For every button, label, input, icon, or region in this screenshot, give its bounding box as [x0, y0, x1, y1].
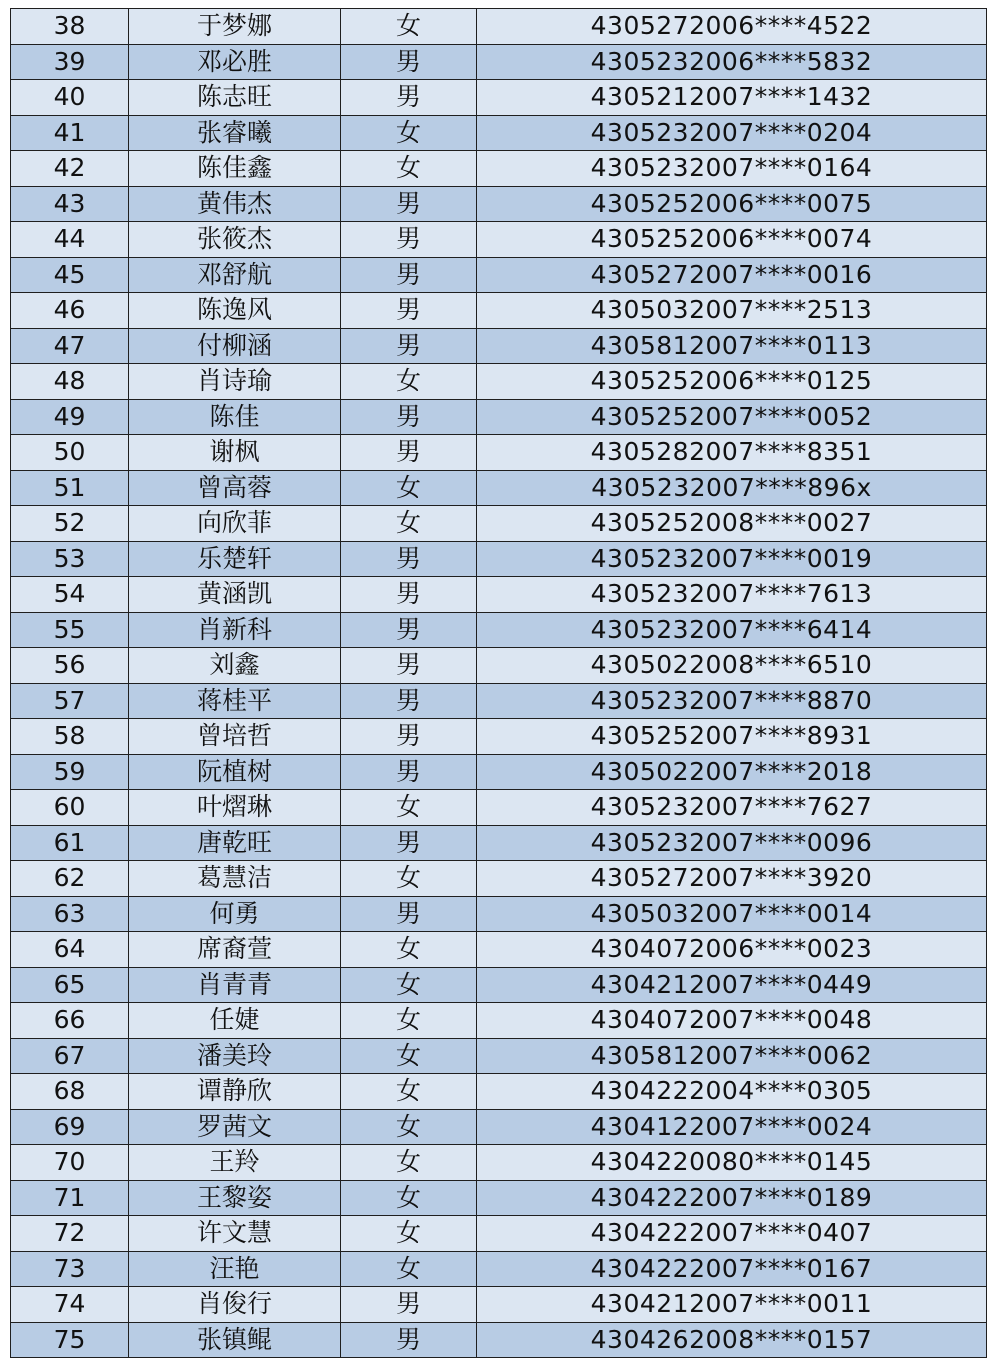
gender-cell: 女	[341, 506, 477, 542]
student-name-cell: 潘美玲	[129, 1038, 341, 1074]
gender-cell: 男	[341, 435, 477, 471]
student-name-cell: 谭静欣	[129, 1074, 341, 1110]
id-number-cell: 4305272007****0016	[477, 257, 987, 293]
gender-cell: 男	[341, 719, 477, 755]
student-name-cell: 刘鑫	[129, 648, 341, 684]
id-number-cell: 4305232007****0019	[477, 541, 987, 577]
row-number-cell: 73	[11, 1251, 129, 1287]
row-number-cell: 43	[11, 186, 129, 222]
row-number-cell: 70	[11, 1145, 129, 1181]
row-number-cell: 42	[11, 151, 129, 187]
row-number-cell: 69	[11, 1109, 129, 1145]
student-name-cell: 黄涵凯	[129, 577, 341, 613]
student-name-cell: 肖新科	[129, 612, 341, 648]
gender-cell: 女	[341, 932, 477, 968]
gender-cell: 男	[341, 44, 477, 80]
gender-cell: 男	[341, 648, 477, 684]
gender-cell: 男	[341, 825, 477, 861]
table-row	[11, 115, 987, 151]
student-name-cell: 张睿曦	[129, 115, 341, 151]
table-row	[11, 719, 987, 755]
student-name-cell: 陈佳	[129, 399, 341, 435]
row-number-cell: 41	[11, 115, 129, 151]
id-number-cell: 4305282007****8351	[477, 435, 987, 471]
gender-cell: 女	[341, 861, 477, 897]
table-row	[11, 1287, 987, 1323]
gender-cell: 女	[341, 470, 477, 506]
gender-cell: 男	[341, 222, 477, 258]
row-number-cell: 38	[11, 9, 129, 45]
table-row	[11, 1003, 987, 1039]
table-row	[11, 435, 987, 471]
row-number-cell: 50	[11, 435, 129, 471]
gender-cell: 女	[341, 1109, 477, 1145]
gender-cell: 女	[341, 1145, 477, 1181]
table-row	[11, 44, 987, 80]
table-row	[11, 1216, 987, 1252]
table-row	[11, 1145, 987, 1181]
id-number-cell: 4305232007****8870	[477, 683, 987, 719]
row-number-cell: 62	[11, 861, 129, 897]
table-row	[11, 257, 987, 293]
table-row	[11, 186, 987, 222]
id-number-cell: 4305032007****0014	[477, 896, 987, 932]
student-name-cell: 乐楚轩	[129, 541, 341, 577]
student-name-cell: 张筱杰	[129, 222, 341, 258]
row-number-cell: 67	[11, 1038, 129, 1074]
student-name-cell: 曾高蓉	[129, 470, 341, 506]
student-name-cell: 王黎姿	[129, 1180, 341, 1216]
table-row	[11, 967, 987, 1003]
student-name-cell: 任婕	[129, 1003, 341, 1039]
table-row	[11, 364, 987, 400]
row-number-cell: 74	[11, 1287, 129, 1323]
row-number-cell: 44	[11, 222, 129, 258]
student-name-cell: 蒋桂平	[129, 683, 341, 719]
row-number-cell: 39	[11, 44, 129, 80]
gender-cell: 男	[341, 612, 477, 648]
id-number-cell: 4305252007****0052	[477, 399, 987, 435]
gender-cell: 男	[341, 577, 477, 613]
id-number-cell: 4305232007****0096	[477, 825, 987, 861]
table-row	[11, 861, 987, 897]
id-number-cell: 4305032007****2513	[477, 293, 987, 329]
row-number-cell: 45	[11, 257, 129, 293]
student-name-cell: 肖俊行	[129, 1287, 341, 1323]
gender-cell: 男	[341, 1322, 477, 1358]
student-name-cell: 邓舒航	[129, 257, 341, 293]
id-number-cell: 4304212007****0011	[477, 1287, 987, 1323]
table-row	[11, 541, 987, 577]
student-name-cell: 叶熠琳	[129, 790, 341, 826]
table-row	[11, 9, 987, 45]
id-number-cell: 4305252008****0027	[477, 506, 987, 542]
table-row	[11, 612, 987, 648]
row-number-cell: 40	[11, 80, 129, 116]
gender-cell: 男	[341, 186, 477, 222]
table-row	[11, 80, 987, 116]
gender-cell: 男	[341, 293, 477, 329]
gender-cell: 男	[341, 80, 477, 116]
gender-cell: 男	[341, 754, 477, 790]
gender-cell: 女	[341, 790, 477, 826]
table-row	[11, 1322, 987, 1358]
id-number-cell: 4305252006****0075	[477, 186, 987, 222]
student-name-cell: 王羚	[129, 1145, 341, 1181]
id-number-cell: 4305232007****0204	[477, 115, 987, 151]
row-number-cell: 48	[11, 364, 129, 400]
id-number-cell: 4304262008****0157	[477, 1322, 987, 1358]
gender-cell: 女	[341, 967, 477, 1003]
id-number-cell: 4304222007****0167	[477, 1251, 987, 1287]
student-name-cell: 阮植树	[129, 754, 341, 790]
row-number-cell: 52	[11, 506, 129, 542]
gender-cell: 女	[341, 151, 477, 187]
row-number-cell: 68	[11, 1074, 129, 1110]
id-number-cell: 4304222007****0189	[477, 1180, 987, 1216]
student-name-cell: 何勇	[129, 896, 341, 932]
id-number-cell: 4305812007****0113	[477, 328, 987, 364]
row-number-cell: 63	[11, 896, 129, 932]
gender-cell: 女	[341, 115, 477, 151]
gender-cell: 女	[341, 1003, 477, 1039]
row-number-cell: 60	[11, 790, 129, 826]
id-number-cell: 4304072007****0048	[477, 1003, 987, 1039]
table-row	[11, 1038, 987, 1074]
student-name-cell: 张镇鲲	[129, 1322, 341, 1358]
id-number-cell: 4305272006****4522	[477, 9, 987, 45]
row-number-cell: 58	[11, 719, 129, 755]
id-number-cell: 4304212007****0449	[477, 967, 987, 1003]
row-number-cell: 47	[11, 328, 129, 364]
table-row	[11, 932, 987, 968]
table-row	[11, 1251, 987, 1287]
gender-cell: 女	[341, 1251, 477, 1287]
table-row	[11, 293, 987, 329]
row-number-cell: 55	[11, 612, 129, 648]
student-name-cell: 肖诗瑜	[129, 364, 341, 400]
student-roster-table	[10, 8, 987, 1358]
id-number-cell: 4304072006****0023	[477, 932, 987, 968]
table-row	[11, 328, 987, 364]
row-number-cell: 59	[11, 754, 129, 790]
id-number-cell: 4305252007****8931	[477, 719, 987, 755]
id-number-cell: 4305272007****3920	[477, 861, 987, 897]
id-number-cell: 4305232007****7613	[477, 577, 987, 613]
id-number-cell: 4305232007****0164	[477, 151, 987, 187]
table-row	[11, 1074, 987, 1110]
id-number-cell: 4305232006****5832	[477, 44, 987, 80]
row-number-cell: 75	[11, 1322, 129, 1358]
gender-cell: 男	[341, 896, 477, 932]
gender-cell: 女	[341, 1038, 477, 1074]
row-number-cell: 46	[11, 293, 129, 329]
gender-cell: 男	[341, 683, 477, 719]
table-row	[11, 222, 987, 258]
student-name-cell: 唐乾旺	[129, 825, 341, 861]
id-number-cell: 4304222007****0407	[477, 1216, 987, 1252]
table-row	[11, 825, 987, 861]
table-row	[11, 506, 987, 542]
table-row	[11, 648, 987, 684]
student-name-cell: 陈佳鑫	[129, 151, 341, 187]
row-number-cell: 66	[11, 1003, 129, 1039]
student-name-cell: 黄伟杰	[129, 186, 341, 222]
student-name-cell: 汪艳	[129, 1251, 341, 1287]
student-name-cell: 陈志旺	[129, 80, 341, 116]
student-name-cell: 向欣菲	[129, 506, 341, 542]
row-number-cell: 57	[11, 683, 129, 719]
row-number-cell: 56	[11, 648, 129, 684]
gender-cell: 男	[341, 541, 477, 577]
gender-cell: 男	[341, 328, 477, 364]
gender-cell: 女	[341, 1180, 477, 1216]
table-row	[11, 754, 987, 790]
student-name-cell: 付柳涵	[129, 328, 341, 364]
id-number-cell: 4305232007****7627	[477, 790, 987, 826]
student-name-cell: 葛慧洁	[129, 861, 341, 897]
id-number-cell: 4304122007****0024	[477, 1109, 987, 1145]
row-number-cell: 49	[11, 399, 129, 435]
row-number-cell: 51	[11, 470, 129, 506]
gender-cell: 女	[341, 9, 477, 45]
row-number-cell: 54	[11, 577, 129, 613]
table-row	[11, 399, 987, 435]
id-number-cell: 4305232007****896x	[477, 470, 987, 506]
student-name-cell: 邓必胜	[129, 44, 341, 80]
table-row	[11, 1109, 987, 1145]
student-name-cell: 席裔萱	[129, 932, 341, 968]
gender-cell: 女	[341, 1216, 477, 1252]
roster-body	[11, 9, 987, 1358]
id-number-cell: 4305252006****0125	[477, 364, 987, 400]
student-name-cell: 陈逸风	[129, 293, 341, 329]
id-number-cell: 4305232007****6414	[477, 612, 987, 648]
table-row	[11, 577, 987, 613]
student-name-cell: 许文慧	[129, 1216, 341, 1252]
table-row	[11, 683, 987, 719]
row-number-cell: 71	[11, 1180, 129, 1216]
row-number-cell: 53	[11, 541, 129, 577]
id-number-cell: 4305252006****0074	[477, 222, 987, 258]
student-name-cell: 谢枫	[129, 435, 341, 471]
student-name-cell: 肖青青	[129, 967, 341, 1003]
row-number-cell: 64	[11, 932, 129, 968]
table-row	[11, 790, 987, 826]
student-name-cell: 罗茜文	[129, 1109, 341, 1145]
student-name-cell: 于梦娜	[129, 9, 341, 45]
gender-cell: 男	[341, 257, 477, 293]
id-number-cell: 4304220080****0145	[477, 1145, 987, 1181]
table-row	[11, 151, 987, 187]
table-row	[11, 896, 987, 932]
gender-cell: 男	[341, 1287, 477, 1323]
id-number-cell: 4305812007****0062	[477, 1038, 987, 1074]
table-row	[11, 1180, 987, 1216]
table-row	[11, 470, 987, 506]
id-number-cell: 4305022008****6510	[477, 648, 987, 684]
row-number-cell: 72	[11, 1216, 129, 1252]
gender-cell: 女	[341, 364, 477, 400]
gender-cell: 男	[341, 399, 477, 435]
gender-cell: 女	[341, 1074, 477, 1110]
id-number-cell: 4305022007****2018	[477, 754, 987, 790]
row-number-cell: 65	[11, 967, 129, 1003]
student-name-cell: 曾培哲	[129, 719, 341, 755]
id-number-cell: 4304222004****0305	[477, 1074, 987, 1110]
id-number-cell: 4305212007****1432	[477, 80, 987, 116]
row-number-cell: 61	[11, 825, 129, 861]
